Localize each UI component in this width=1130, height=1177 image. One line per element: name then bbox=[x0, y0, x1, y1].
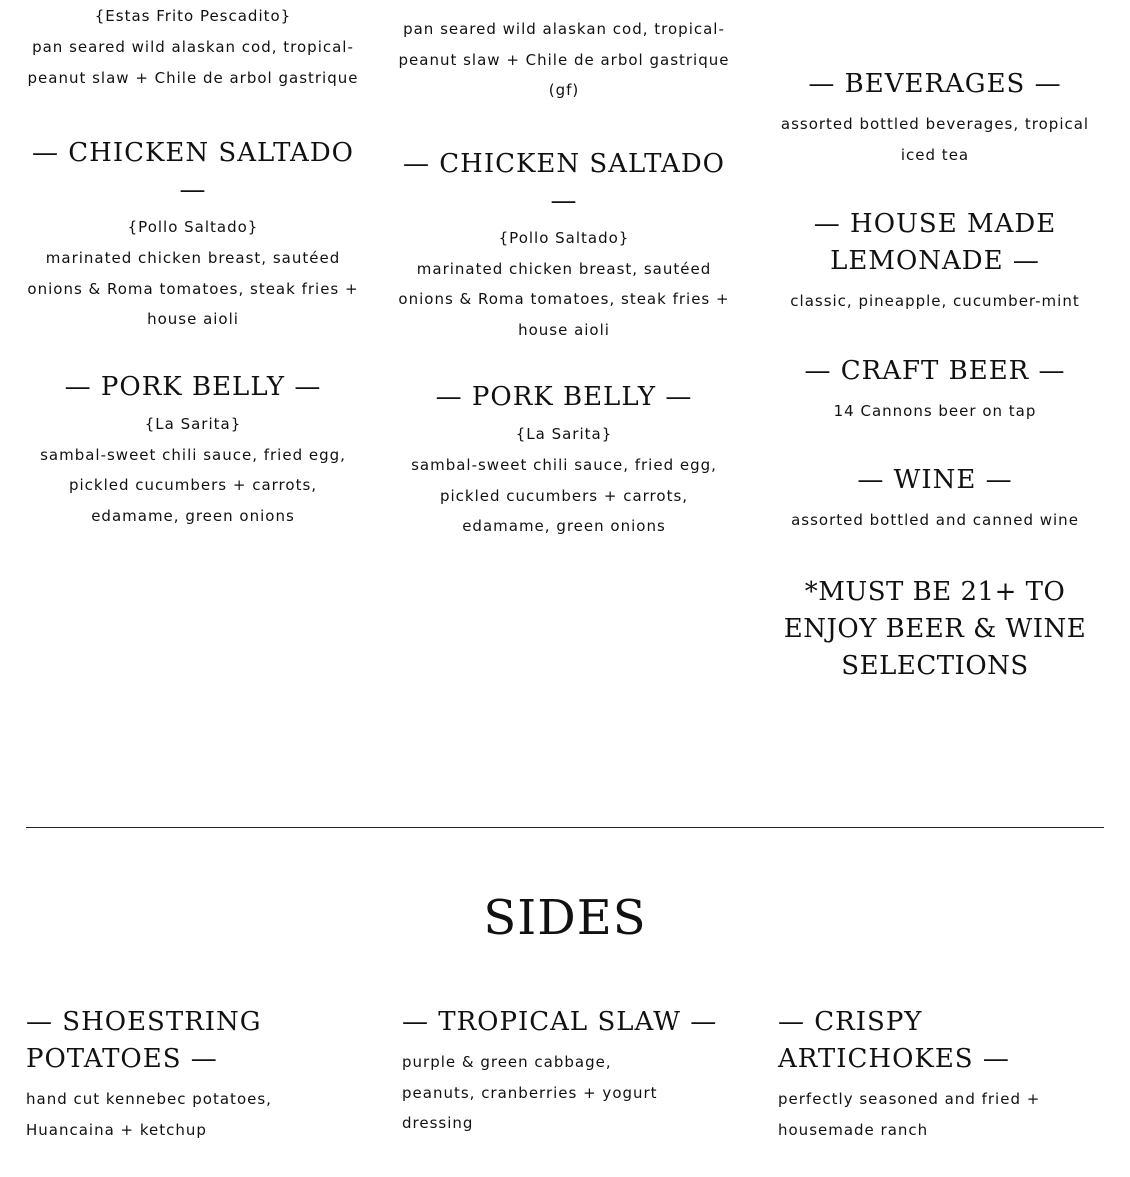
menu-item-description: pan seared wild alaskan cod, tropical-peanut slaw + Chile de arbol gastrique (gf) bbox=[398, 20, 730, 99]
side-item-shoestring-potatoes bbox=[26, 1004, 326, 1145]
side-item-title: — CRISPY ARTICHOKES — bbox=[778, 1007, 1010, 1074]
menu-item-description: classic, pineapple, cucumber-mint bbox=[790, 292, 1080, 310]
menu-item-description: marinated chicken breast, sautéed onions & Roma tomatoes, steak fries + house aioli bbox=[27, 249, 359, 328]
menu-item-pork-belly bbox=[26, 369, 360, 532]
side-item-description: hand cut kennebec potatoes, Huancaina + ketchup bbox=[26, 1090, 272, 1139]
menu-item-title: — PORK BELLY — bbox=[64, 371, 322, 402]
menu-item-subtitle: {La Sarita} bbox=[144, 414, 242, 433]
menu-item-description: assorted bottled and canned wine bbox=[791, 511, 1079, 529]
side-item-title: — SHOESTRING POTATOES — bbox=[26, 1007, 262, 1074]
menu-item-subtitle: {Pollo Saltado} bbox=[127, 218, 259, 236]
menu-column-middle bbox=[397, 0, 731, 582]
menu-item-subtitle: {Pollo Saltado} bbox=[498, 228, 630, 247]
menu-item-title: — CRAFT BEER — bbox=[804, 355, 1066, 386]
menu-item-beverages bbox=[768, 66, 1102, 170]
menu-column-left bbox=[26, 0, 360, 571]
menu-item-lemonade bbox=[768, 206, 1102, 317]
menu-item-fish bbox=[397, 14, 731, 106]
age-restriction-notice: *MUST BE 21+ TO ENJOY BEER & WINE SELECTIONS bbox=[783, 576, 1087, 681]
menu-item-description: marinated chicken breast, sautéed onions & Roma tomatoes, steak fries + house aioli bbox=[398, 259, 730, 339]
menu-item-description: pan seared wild alaskan cod, tropical-peanut slaw + Chile de arbol gastrique bbox=[27, 38, 359, 87]
menu-item-title: — PORK BELLY — bbox=[435, 382, 693, 412]
menu-item-description: sambal-sweet chili sauce, fried egg, pickled cucumbers + carrots, edamame, green onions bbox=[411, 456, 717, 535]
menu-item-wine bbox=[768, 462, 1102, 536]
side-item-crispy-artichokes bbox=[778, 1004, 1113, 1145]
menu-item-title: — CHICKEN SALTADO — bbox=[31, 138, 354, 205]
menu-item-description: sambal-sweet chili sauce, fried egg, pickled cucumbers + carrots, edamame, green onions bbox=[40, 445, 346, 525]
menu-item-pork-belly bbox=[397, 379, 731, 542]
sides-heading: SIDES bbox=[483, 890, 647, 946]
side-item-description: perfectly seasoned and fried + housemade ranch bbox=[778, 1090, 1041, 1139]
side-item-title: — TROPICAL SLAW — bbox=[402, 1007, 718, 1037]
menu-item-description: assorted bottled beverages, tropical iced tea bbox=[780, 115, 1090, 164]
menu-item-title: — BEVERAGES — bbox=[808, 69, 1062, 99]
menu-item-fish bbox=[26, 6, 360, 93]
menu-item-chicken-saltado bbox=[397, 146, 731, 346]
menu-column-right bbox=[768, 66, 1102, 685]
section-divider bbox=[26, 827, 1104, 828]
menu-item-description: 14 Cannons beer on tap bbox=[833, 401, 1037, 420]
menu-item-subtitle: {La Sarita} bbox=[515, 425, 613, 443]
menu-item-title: — HOUSE MADE LEMONADE — bbox=[813, 209, 1057, 276]
side-item-tropical-slaw bbox=[402, 1004, 742, 1139]
menu-item-title: — WINE — bbox=[857, 465, 1013, 495]
menu-item-chicken-saltado bbox=[26, 135, 360, 335]
menu-item-title: — CHICKEN SALTADO — bbox=[402, 148, 725, 216]
menu-item-craft-beer bbox=[768, 353, 1102, 427]
side-item-description: purple & green cabbage, peanuts, cranberries + yogurt dressing bbox=[402, 1053, 658, 1132]
menu-item-subtitle: {Estas Frito Pescadito} bbox=[94, 7, 292, 25]
